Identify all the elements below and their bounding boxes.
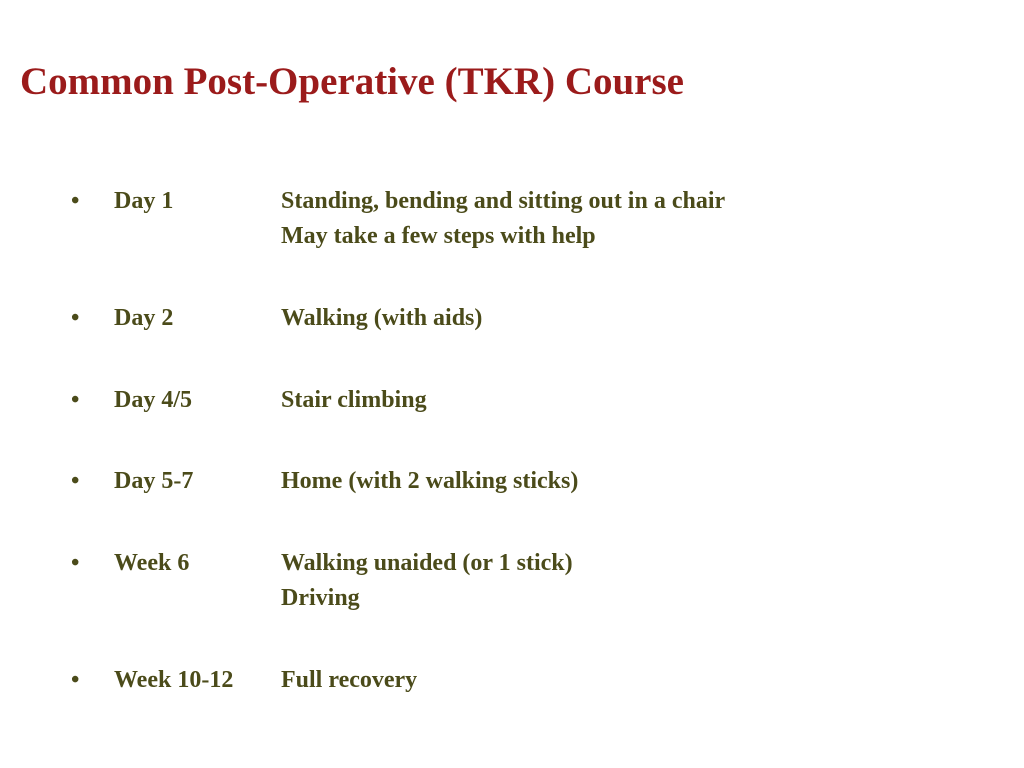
description-line: Driving — [281, 585, 360, 611]
timeline-time: Week 10-12 — [114, 667, 234, 693]
description-line: Full recovery — [281, 667, 418, 693]
timeline-time: Day 5-7 — [114, 468, 194, 494]
description-line: Stair climbing — [281, 387, 427, 413]
description-line: Walking unaided (or 1 stick) — [281, 550, 573, 576]
bullet-icon: • — [71, 305, 80, 331]
slide-title: Common Post-Operative (TKR) Course — [20, 60, 684, 103]
timeline-time: Day 4/5 — [114, 387, 192, 413]
bullet-icon: • — [71, 550, 80, 576]
timeline-time: Week 6 — [114, 550, 190, 576]
timeline-description — [281, 301, 482, 336]
timeline-description — [281, 184, 725, 254]
description-line: May take a few steps with help — [281, 223, 596, 249]
bullet-icon: • — [71, 188, 80, 214]
timeline-description — [281, 464, 578, 499]
description-line: Standing, bending and sitting out in a chair — [281, 188, 726, 214]
timeline-time: Day 2 — [114, 305, 174, 331]
bullet-icon: • — [71, 387, 80, 413]
timeline-description — [281, 383, 427, 418]
timeline-description — [281, 546, 573, 616]
description-line: Home (with 2 walking sticks) — [281, 468, 579, 494]
description-line: Walking (with aids) — [281, 305, 483, 331]
bullet-icon: • — [71, 468, 80, 494]
timeline-time: Day 1 — [114, 188, 174, 214]
timeline-description — [281, 663, 417, 698]
bullet-icon: • — [71, 667, 80, 693]
